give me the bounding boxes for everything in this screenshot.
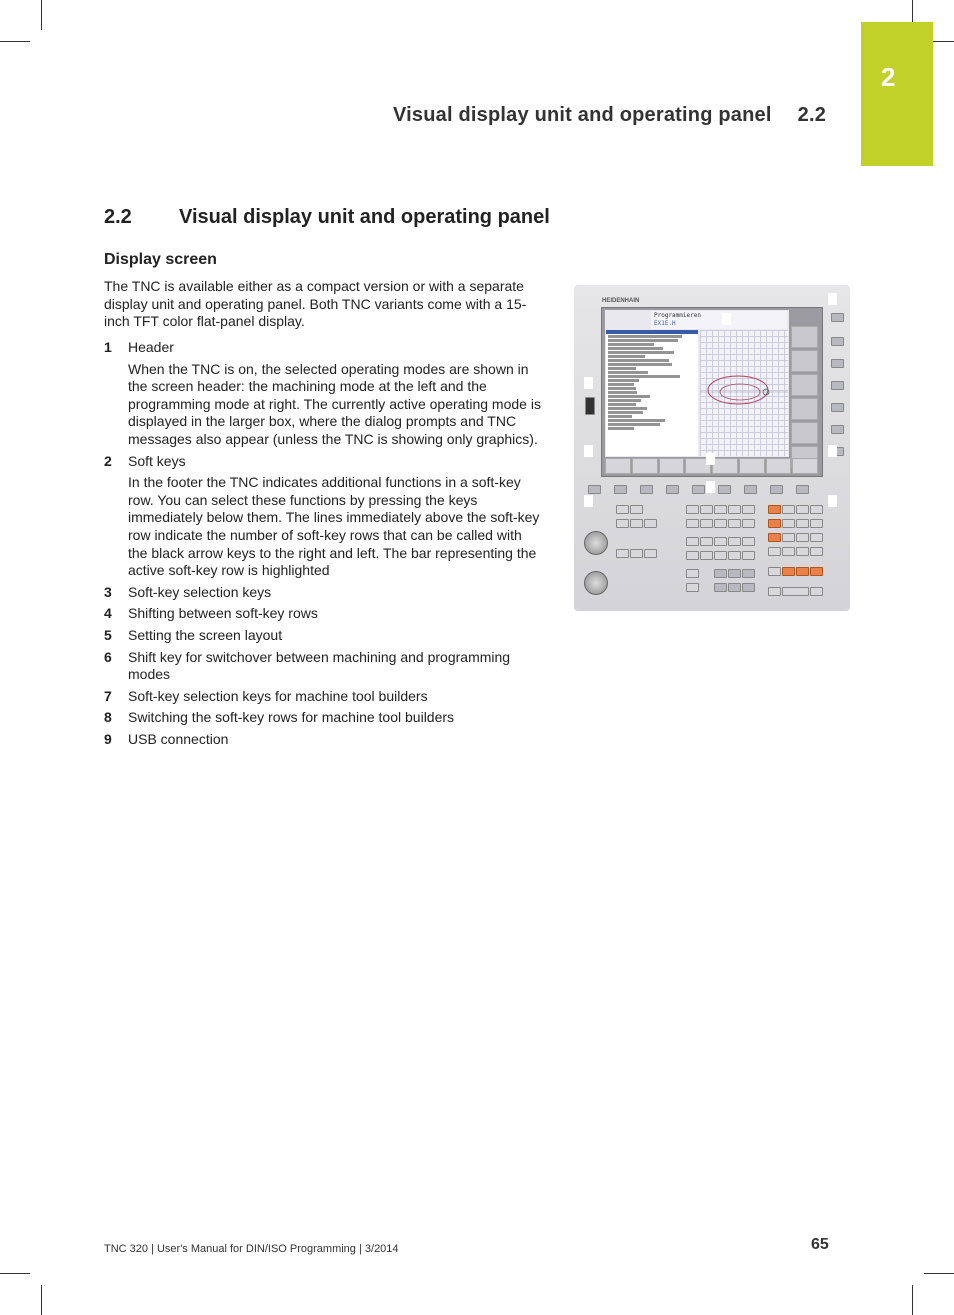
operating-key [728,537,741,546]
softkey-selection-key [666,485,679,494]
page-number: 65 [811,1236,829,1253]
machine-softkey [831,337,844,346]
item-number: 6 [104,648,112,665]
crop-mark [0,41,30,42]
crop-mark [41,1285,42,1315]
section-heading [104,206,550,229]
chapter-number: 2 [881,62,896,92]
numeric-key [782,505,795,514]
item-label: Switching the soft-key rows for machine tool builders [128,709,455,726]
item-label: Shift key for switchover between machining and programming modes [128,648,511,683]
callout-marker [706,453,715,465]
operating-key [630,505,643,514]
softkey-selection-key [692,485,705,494]
item-number: 9 [104,730,112,747]
softkey [766,458,792,474]
numeric-key [768,505,781,514]
numeric-key [768,519,781,528]
operating-key [700,537,713,546]
list-item [104,605,544,623]
operating-key [700,551,713,560]
operating-key [742,569,755,578]
operating-key [742,505,755,514]
softkey-selection-key [744,485,757,494]
operating-key [728,519,741,528]
softkey [792,458,818,474]
softkey-selection-key [614,485,627,494]
operating-key [686,519,699,528]
operating-key [714,551,727,560]
machine-softkey [831,425,844,434]
callout-marker [828,495,837,507]
item-number: 8 [104,709,112,726]
operating-key [700,519,713,528]
list-item [104,709,544,727]
programming-graphics [700,330,788,456]
numeric-key [782,533,795,542]
item-number: 5 [104,626,112,643]
machine-softkey [831,359,844,368]
legend-list [104,339,544,752]
softkey [712,458,738,474]
item-number: 3 [104,583,112,600]
operating-panel-image [574,285,850,611]
operating-key [714,537,727,546]
operating-key [742,583,755,592]
numeric-key [796,547,809,556]
subsection-heading: Display screen [104,251,217,268]
usb-port [585,397,595,415]
screen-mode-label: Programmieren [654,312,701,319]
item-number: 1 [104,339,112,355]
intro-paragraph: The TNC is available either as a compact version or with a separate display unit and operating panel. Both TNC variants come with a 15-inch TFT color flat-panel display. [104,278,527,330]
operating-key [686,583,699,592]
list-item [104,584,544,602]
callout-marker [828,293,837,305]
operating-key [728,505,741,514]
operating-key [616,505,629,514]
numeric-key [810,587,823,596]
numeric-key [796,519,809,528]
machine-softkey [831,381,844,390]
screen-content [605,310,789,457]
operating-key [728,569,741,578]
screen-file-name: EX1E.H [654,320,676,327]
callout-marker [584,445,593,457]
operating-key [644,519,657,528]
numeric-key [782,567,795,576]
numeric-key [796,567,809,576]
contour-graphic [700,330,788,456]
operating-key [700,505,713,514]
display-screen [601,307,823,477]
callout-marker [584,377,593,389]
callout-marker [828,445,837,457]
operating-key [728,551,741,560]
section-title: Visual display unit and operating panel [179,206,550,228]
operating-key [742,537,755,546]
list-item [104,339,544,449]
softkey [605,458,631,474]
numeric-key [810,519,823,528]
chapter-tab [861,22,933,166]
item-label: Soft-key selection keys for machine tool builders [128,687,428,704]
softkey-selection-key [770,485,783,494]
operating-key [742,551,755,560]
item-label: Header [128,339,174,355]
running-header-title: Visual display unit and operating panel [393,104,772,126]
item-label: Soft-key selection keys [128,583,272,600]
operating-key [714,519,727,528]
crop-mark [912,1285,913,1315]
item-label: Setting the screen layout [128,626,283,643]
machine-softkey [831,403,844,412]
operating-key [686,537,699,546]
operating-key [686,505,699,514]
item-number: 7 [104,687,112,704]
softkey [659,458,685,474]
numeric-key [810,533,823,542]
item-label: Shifting between soft-key rows [128,605,318,622]
numeric-key [810,567,823,576]
softkey-selection-key [796,485,809,494]
operating-key [616,519,629,528]
numeric-key [796,533,809,542]
numeric-key [782,587,809,596]
program-listing [606,330,698,456]
crop-mark [0,1273,30,1274]
numeric-key [810,505,823,514]
softkey [632,458,658,474]
operating-key [630,519,643,528]
brand-logo: HEIDENHAIN [602,298,640,304]
screen-header-programming [651,311,787,329]
numeric-key [796,505,809,514]
softkey-selection-key [640,485,653,494]
operating-key [714,505,727,514]
list-item [104,627,544,645]
crop-mark [41,0,42,30]
item-number: 4 [104,605,112,622]
operating-key [616,549,629,558]
numeric-key [782,519,795,528]
running-header [393,104,826,127]
list-item [104,731,544,749]
operating-key [728,583,741,592]
callout-marker [722,313,731,325]
crop-mark [924,1273,954,1274]
item-number: 2 [104,452,112,469]
operating-key [686,569,699,578]
section-number: 2.2 [104,206,132,228]
list-item [104,688,544,706]
operating-key [630,549,643,558]
operating-key [742,519,755,528]
vertical-softkeys [791,326,818,456]
numeric-key [768,547,781,556]
footer-text: TNC 320 | User's Manual for DIN/ISO Programming | 3/2014 [104,1243,399,1255]
operating-key [714,569,727,578]
softkey-selection-key [588,485,601,494]
numeric-key [768,533,781,542]
softkey-selection-key [718,485,731,494]
screen-header-machining [606,311,650,329]
item-label: USB connection [128,730,229,747]
callout-marker [584,495,593,507]
numeric-key [810,547,823,556]
list-item [104,453,544,580]
numeric-key [768,587,781,596]
item-label: Soft keys [128,452,186,469]
override-knob [584,531,608,555]
running-header-number: 2.2 [797,104,827,126]
list-item [104,649,544,684]
softkey [739,458,765,474]
override-knob [584,571,608,595]
machine-softkey [831,313,844,322]
numeric-key [768,567,781,576]
operating-key [714,583,727,592]
item-description: When the TNC is on, the selected operating modes are shown in the screen header: the machining mode at the left and the programming mode at right. The currently active operating mode is displayed in the larger box, where the dialog prompts and TNC messages also appear (unless the TNC is showing only graphics). [128,360,541,447]
numeric-key [782,547,795,556]
operating-key [686,551,699,560]
item-description: In the footer the TNC indicates additional functions in a soft-key row. You can select these functions by pressing the keys immediately below them. The lines immediately above the soft-key row indicate the number of soft-key rows that can be called with the black arrow keys to the right and left. The bar representing the active soft-key row is highlighted [128,474,540,579]
callout-marker [706,481,715,493]
operating-key [644,549,657,558]
